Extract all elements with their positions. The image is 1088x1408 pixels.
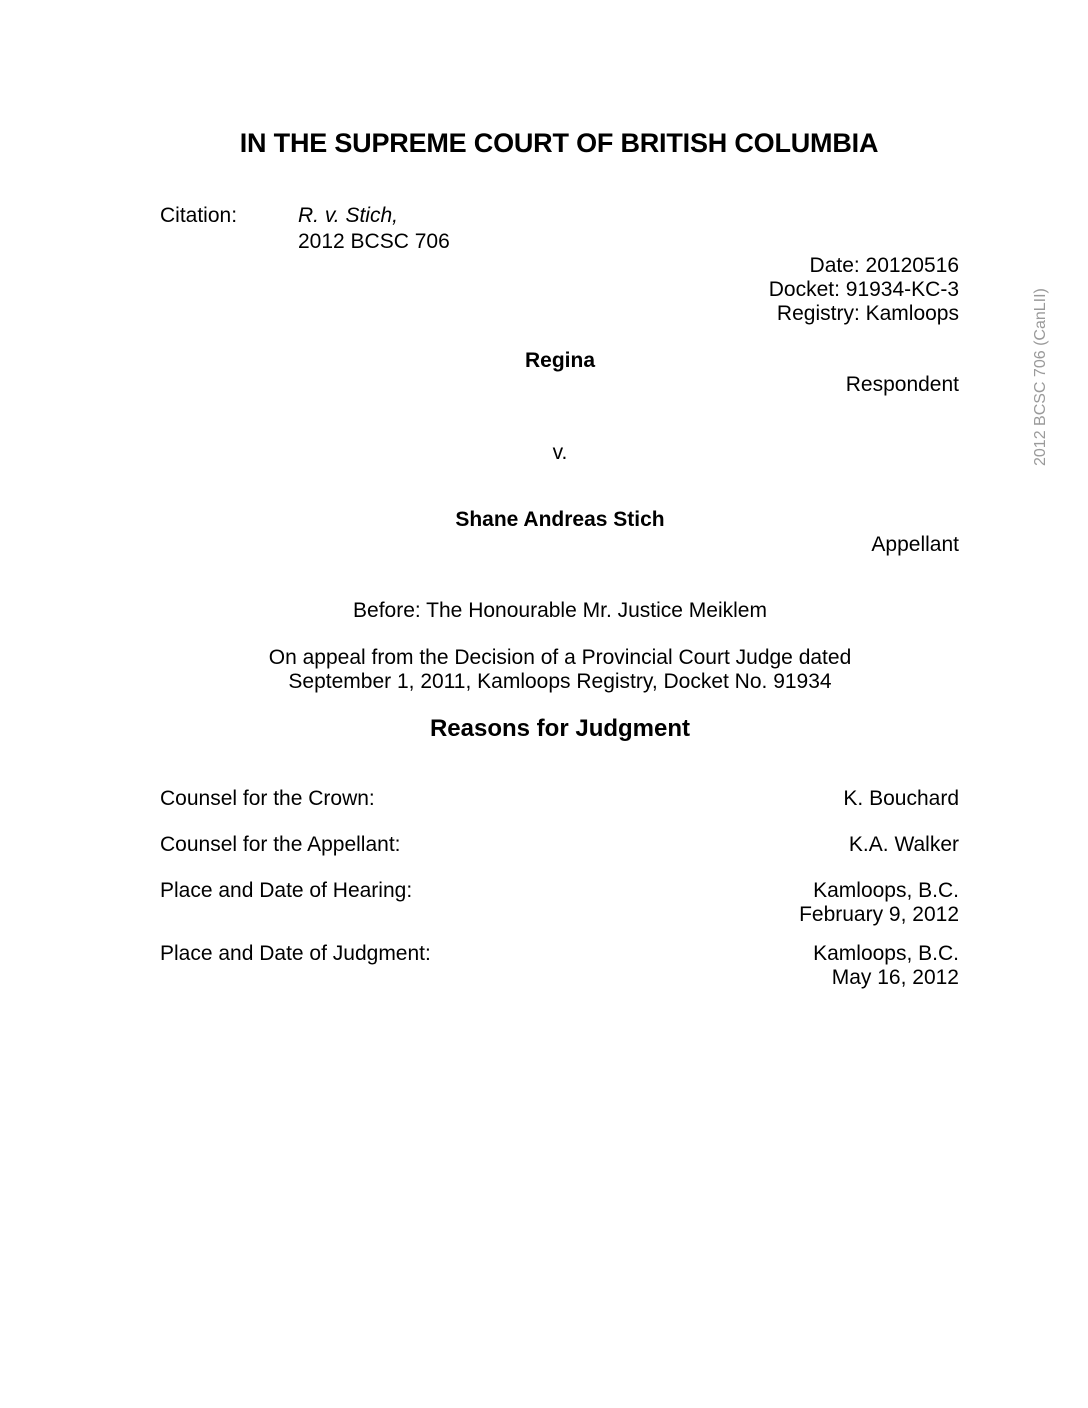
respondent-role: Respondent: [845, 373, 959, 396]
docket-number: Docket: 91934-KC-3: [768, 278, 959, 301]
crown-counsel-label: Counsel for the Crown:: [160, 787, 375, 810]
judgment-date: Date: 20120516: [809, 254, 959, 277]
before-judge: Before: The Honourable Mr. Justice Meiklem: [353, 599, 767, 622]
citation-case-name: R. v. Stich,: [298, 204, 398, 227]
registry: Registry: Kamloops: [776, 302, 959, 325]
hearing-label: Place and Date of Hearing:: [160, 879, 413, 902]
canlii-watermark: 2012 BCSC 706 (CanLII): [1032, 288, 1049, 466]
document-heading: Reasons for Judgment: [429, 715, 691, 742]
judgment-label: Place and Date of Judgment:: [160, 942, 431, 965]
appellant-counsel-value: K.A. Walker: [848, 833, 959, 856]
appellant-counsel-label: Counsel for the Appellant:: [160, 833, 401, 856]
neutral-citation: 2012 BCSC 706: [298, 230, 450, 253]
crown-counsel-value: K. Bouchard: [843, 787, 959, 810]
judgment-place: Kamloops, B.C.: [813, 942, 959, 965]
hearing-date: February 9, 2012: [799, 903, 959, 926]
appeal-info-line2: September 1, 2011, Kamloops Registry, Docket No. 91934: [288, 670, 832, 693]
versus: v.: [552, 441, 568, 464]
hearing-place: Kamloops, B.C.: [813, 879, 959, 902]
citation-label: Citation:: [160, 204, 238, 227]
judgment-date-value: May 16, 2012: [831, 966, 959, 989]
appellant-name: Shane Andreas Stich: [455, 508, 665, 531]
appeal-info-line1: On appeal from the Decision of a Provincial Court Judge dated: [268, 646, 852, 669]
court-title: IN THE SUPREME COURT OF BRITISH COLUMBIA: [239, 128, 879, 158]
respondent-name: Regina: [524, 349, 595, 372]
appellant-role: Appellant: [871, 533, 959, 556]
